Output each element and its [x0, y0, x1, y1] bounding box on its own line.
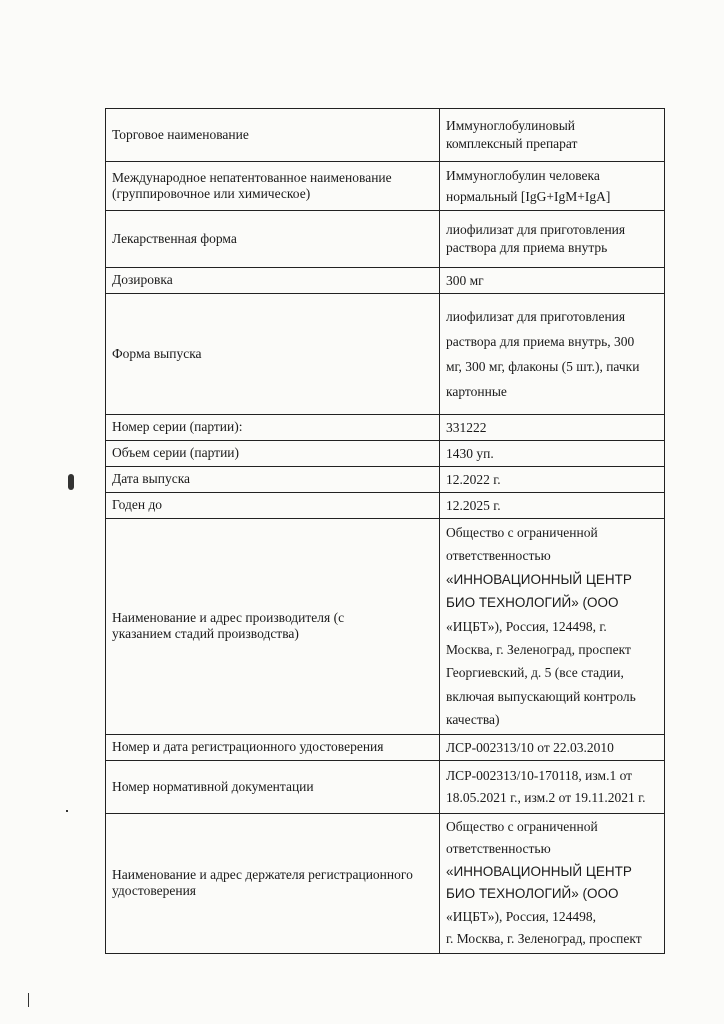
table-row-release-form	[106, 294, 665, 415]
table-row-normative-doc	[106, 760, 665, 813]
scan-punch-mark	[68, 474, 74, 490]
scan-edge-line	[28, 993, 29, 1007]
dosage-label: Дозировка	[106, 268, 440, 294]
release-form-label: Форма выпуска	[106, 294, 440, 415]
table-row-registration	[106, 734, 665, 760]
manufacturer-label: Наименование и адрес производителя (с указанием стадий производства)	[106, 519, 440, 735]
table-row-holder	[106, 813, 665, 953]
registration-value: ЛСР-002313/10 от 22.03.2010	[440, 734, 665, 760]
table-row-series-number	[106, 415, 665, 441]
product-info-table	[105, 108, 665, 954]
expiry-label: Годен до	[106, 493, 440, 519]
series-volume-value: 1430 уп.	[440, 441, 665, 467]
release-date-label: Дата выпуска	[106, 467, 440, 493]
inn-label: Международное непатентованное наименование (группировочное или химическое)	[106, 162, 440, 211]
dosage-form-value: лиофилизат для приготовления раствора для приема внутрь	[440, 211, 665, 268]
release-date-value: 12.2022 г.	[440, 467, 665, 493]
table-row-manufacturer	[106, 519, 665, 735]
table-row-trade-name	[106, 109, 665, 162]
registration-label: Номер и дата регистрационного удостоверения	[106, 734, 440, 760]
normative-doc-label: Номер нормативной документации	[106, 760, 440, 813]
dosage-form-label: Лекарственная форма	[106, 211, 440, 268]
series-volume-label: Объем серии (партии)	[106, 441, 440, 467]
trade-name-value: Иммуноглобулиновый комплексный препарат	[440, 109, 665, 162]
series-number-value: 331222	[440, 415, 665, 441]
release-form-value: лиофилизат для приготовления раствора для приема внутрь, 300 мг, 300 мг, флаконы (5 шт.), пачки картонные	[440, 294, 665, 415]
table-row-series-volume	[106, 441, 665, 467]
table-row-inn	[106, 162, 665, 211]
expiry-value: 12.2025 г.	[440, 493, 665, 519]
dosage-value: 300 мг	[440, 268, 665, 294]
manufacturer-value: Общество с ограниченной ответственностью «ИННОВАЦИОННЫЙ ЦЕНТР БИО ТЕХНОЛОГИЙ» (ООО «ИЦБТ»), Россия, 124498, г. Москва, г. Зеленоград, проспект Георгиевский, д. 5 (все стадии, включая выпускающий контроль качества)	[440, 519, 665, 735]
inn-value: Иммуноглобулин человека нормальный [IgG+IgM+IgA]	[440, 162, 665, 211]
table-row-release-date	[106, 467, 665, 493]
holder-label: Наименование и адрес держателя регистрационного удостоверения	[106, 813, 440, 953]
series-number-label: Номер серии (партии):	[106, 415, 440, 441]
trade-name-label: Торговое наименование	[106, 109, 440, 162]
table-row-dosage-form	[106, 211, 665, 268]
table-row-expiry	[106, 493, 665, 519]
holder-value: Общество с ограниченной ответственностью «ИННОВАЦИОННЫЙ ЦЕНТР БИО ТЕХНОЛОГИЙ» (ООО «ИЦБТ»), Россия, 124498, г. Москва, г. Зеленоград, проспект	[440, 813, 665, 953]
scan-speck	[66, 810, 68, 812]
table-row-dosage	[106, 268, 665, 294]
normative-doc-value: ЛСР-002313/10-170118, изм.1 от 18.05.2021 г., изм.2 от 19.11.2021 г.	[440, 760, 665, 813]
